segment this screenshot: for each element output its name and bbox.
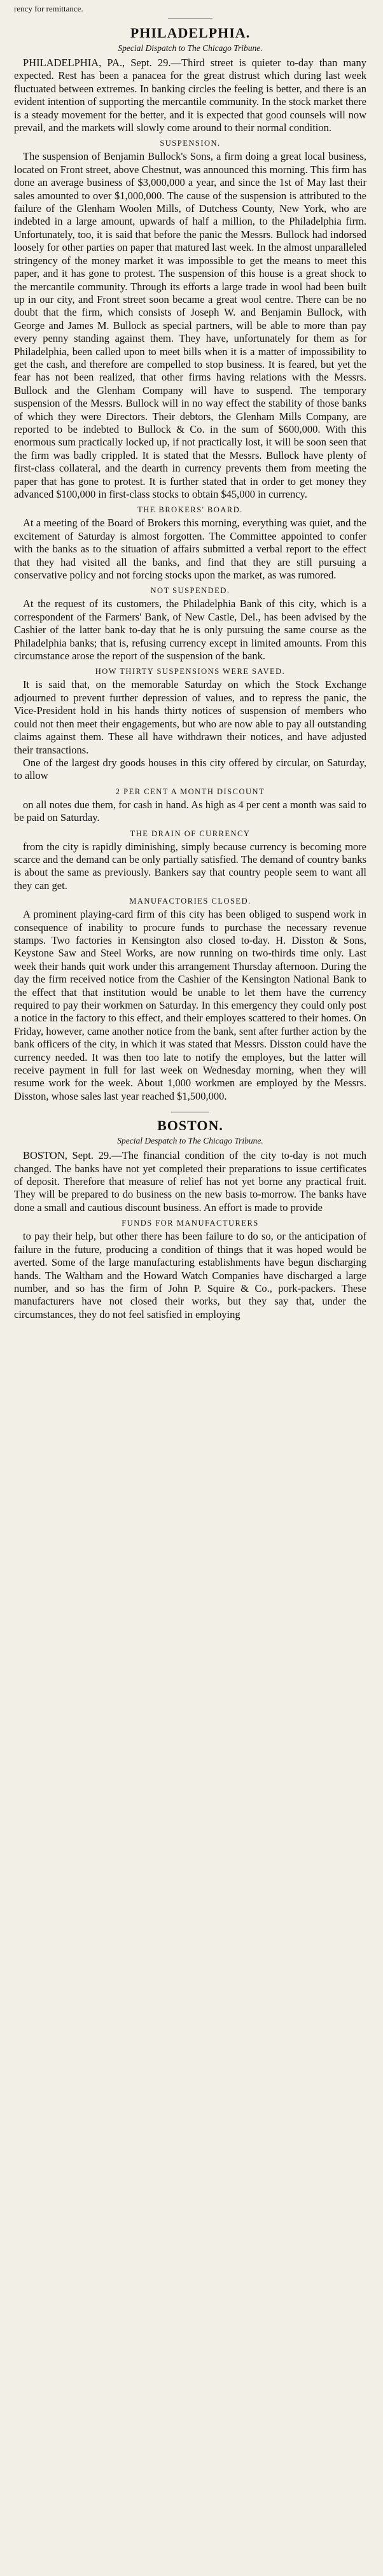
manufactories-closed-paragraph: A prominent playing-card firm of this city has been obliged to suspend work in consequence of inability to procure funds to purchase the necessary revenue stamps. Two factories in Kensington also closed to-day. H. Disston & Sons, Keystone Saw and Steel Works, are now running on two-thirds time only. Last week their hands quit work under this arrangement Thursday afternoon. During the day the firm received notice from the Cashier of the Kensington National Bank to the effect that that institution would be unable to let them have the currency required to pay their workmen on Saturday. In this emergency they could only post a notice in the factory to this effect, and their employes scattered to their homes. On Friday, however, came another notice from the bank, sent after further action by the bank officers of the city, in which it was stated that Messrs. Disston could have the currency needed. It was then too late to notify the employes, but the latter will receive payment in full for last week on Wednesday morning, when they will resume work for the week. About 1,000 workmen are employed by the Messrs. Disston, whose sales last year reached $1,500,000. bbox=[14, 908, 366, 1102]
discount-subhead: 2 PER CENT A MONTH DISCOUNT bbox=[115, 787, 265, 796]
brokers-board-paragraph: At a meeting of the Board of Brokers this morning, everything was quiet, and the excitement of Saturday is almost forgotten. The Committee appointed to confer with the banks as to the situation of affairs submitted a verbal report to the effect that they had visited all the banks, and find that they are still pursuing a conservative policy and not forcing stocks upon the market, as was rumored. bbox=[14, 517, 366, 582]
thirty-suspensions-paragraph: It is said that, on the memorable Saturday on which the Stock Exchange adjourned to prevent further depression of values, and to repress the panic, the Vice-President hold in his hands thirty notices of suspension of members who could not then meet their engagements, but who are now able to pay all outstanding claims against them. These all have withdrawn their notices, and have adjusted their transactions. bbox=[14, 678, 366, 756]
drain-of-currency-paragraph: from the city is rapidly diminishing, simply because currency is becoming more scarce and the demand can be only partially satisfied. The demand of country banks is about the same as previously. Bankers say that country people seem to want all they can get. bbox=[14, 840, 366, 892]
previous-article-fragment: rency for remittance. bbox=[14, 4, 83, 13]
funds-for-manufacturers-paragraph: to pay their help, but other there has been failure to do so, or the anticipation of failure in the future, producing a condition of things that it was hoped would be averted. Some of the large manufacturing establishments have begun discharging hands. The Waltham and the Howard Watch Companies have discharged a large number, and so has the firm of John P. Squire & Co., pork-packers. These manufacturers have not closed their works, but they say that, under the circumstances, they do not feel satisfied in employing bbox=[14, 1230, 366, 1320]
discount-paragraph: on all notes due them, for cash in hand. As high as 4 per cent a month was said to be paid on Saturday. bbox=[14, 798, 366, 824]
manufactories-closed-subhead: MANUFACTORIES CLOSED. bbox=[129, 897, 251, 906]
dry-goods-paragraph: One of the largest dry goods houses in this city offered by circular, on Saturday, to allow bbox=[14, 756, 366, 782]
not-suspended-paragraph: At the request of its customers, the Philadelphia Bank of this city, which is a correspondent of the Farmers' Bank, of New Castle, Del., has been advised by the Cashier of the latter bank to-day that he is only pursuing the same course as the Philadelphia banks; that is, refusing currency except in limited amounts. From this circumstance arose the report of the suspension of the bank. bbox=[14, 598, 366, 662]
philadelphia-heading: PHILADELPHIA. bbox=[130, 25, 251, 41]
thirty-suspensions-subhead: HOW THIRTY SUSPENSIONS WERE SAVED. bbox=[95, 667, 286, 676]
boston-lead-paragraph: BOSTON, Sept. 29.—The financial condition of the city to-day is not much changed. The banks have not yet completed their preparations to issue certificates of deposit. Therefore that measure of relief has not yet borne any practical fruit. They will be prepared to do business on the new basis to-morrow. The banks have done a small and cautious discount business. An effort is made to provide bbox=[14, 1149, 366, 1214]
drain-of-currency-subhead: THE DRAIN OF CURRENCY bbox=[130, 829, 251, 838]
not-suspended-subhead: NOT SUSPENDED. bbox=[150, 586, 230, 596]
philadelphia-dateline: Special Dispatch to The Chicago Tribune. bbox=[118, 43, 263, 53]
suspension-paragraph: The suspension of Benjamin Bullock's Sons, a firm doing a great local business, located on Front street, above Chestnut, was announced this morning. This firm has done an average business of $3,000,000 a year, and since the 1st of May last their sales amounted to over $1,000,000. The cause of the suspension is attributed to the failure of the Glenham Woolen Mills, of Dutchess County, New York, who are indebted in a large amount, upwards of half a million, to the Philadelphia firm. Unfortunately, too, it is said that before the panic the Messrs. Bullock had indorsed loosely for other parties on paper that matured last week. In the almost unparalleled stringency of the money market it was impossible to get the means to meet this paper, and it has gone to protest. The suspension of this house is a great shock to the mercantile community. Through its efforts a large trade in wool had been built up in our city, and Front street soon became a great wool centre. There can be no doubt that the firm, which consists of Joseph W. and Benjamin Bullock, with George and James M. Bullock as special partners, will be able to more than pay every penny standing against them. They have, unfortunately for them as for Philadelphia, been called upon to meet bills when it is a matter of impossibility to get the cash, and therefore are compelled to stop business. It is feared, but yet the fear has not been realized, that other firms having relations with the Messrs. Bullock and the Glenham Company will have to suspend. The temporary suspension of the Messrs. Bullock will in no way effect the stability of those banks of which they were Directors. Their debtors, the Glenham Mills Company, are reported to be indebted to Bullock & Co. in the sum of $600,000. With this enormous sum practically locked up, if not practically lost, it will be soon seen that the firm was badly crippled. It is stated that the Messrs. Bullock have plenty of first-class collateral, and the dearth in currency prevents them from meeting the paper that has gone to protest. It is further stated that in order to get money they advanced $100,000 in first-class stocks to obtain $45,000 in currency. bbox=[14, 150, 366, 500]
brokers-board-subhead: THE BROKERS' BOARD. bbox=[137, 505, 243, 515]
suspension-subhead: SUSPENSION. bbox=[160, 139, 221, 148]
funds-for-manufacturers-subhead: FUNDS FOR MANUFACTURERS bbox=[122, 1219, 259, 1228]
boston-article bbox=[14, 1117, 366, 1321]
boston-dateline: Special Despatch to The Chicago Tribune. bbox=[117, 1136, 263, 1146]
boston-heading: BOSTON. bbox=[157, 1117, 223, 1134]
philadelphia-lead-paragraph: PHILADELPHIA, PA., Sept. 29.—Third street is quieter to-day than many expected. Rest has been a panacea for the great distrust which during last week fluctuated between extremes. In banking circles the feeling is better, and there is an evident intention of supporting the mercantile community. In the stock market there is a steady movement for the better, and it is expected that good counsels will now prevail, and the markets will slowly come around to their normal condition. bbox=[14, 57, 366, 134]
philadelphia-article bbox=[14, 25, 366, 1103]
